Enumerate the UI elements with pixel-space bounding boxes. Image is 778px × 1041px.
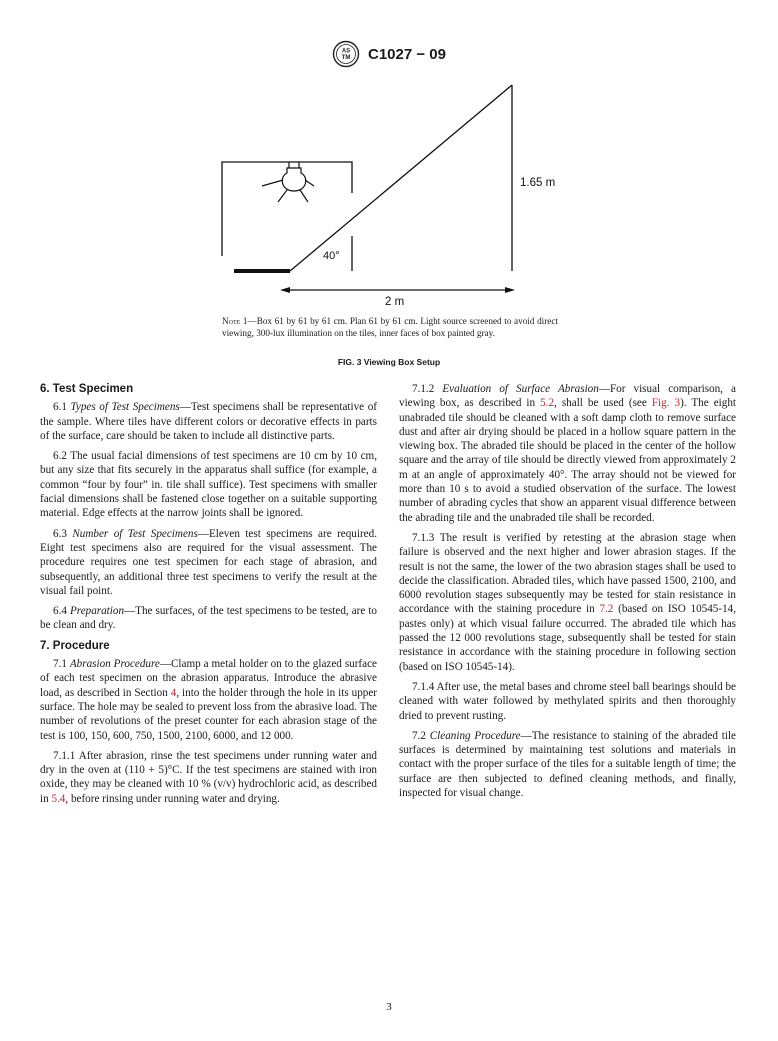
right-column (399, 382, 736, 806)
note-text: —Box 61 by 61 by 61 cm. Plan 61 by 61 cm. Light source screened to avoid direct viewing, 300-lux illumination on the tiles, inner faces of box painted gray. (222, 316, 558, 338)
section-6-heading: 6. Test Specimen (40, 383, 134, 395)
section-4-link[interactable]: 4 (170, 686, 177, 699)
note-label: Note 1 (222, 316, 248, 326)
angle-label: 40° (323, 250, 340, 262)
paragraph-7-1-1: 7.1.1 After abrasion, rinse the test specimens under running water and dry in the oven at (110 + 5)°C. If the test specimens are stained with iron oxide, they may be cleaned with 10 % (v/v) hydrochloric acid, as described in 5.4, before rinsing under running water and drying. (40, 749, 377, 805)
section-7-heading: 7. Procedure (40, 639, 110, 652)
paragraph-6-1: 6.1 Types of Test Specimens—Test specimens shall be representative of the sample. Where tiles have different colors or decorative effects in parts of the surface, care should be taken to include all distinctive parts. (40, 401, 377, 442)
paragraph-7-1-2: 7.1.2 Evaluation of Surface Abrasion—For visual comparison, a viewing box, as described in 5.2, shall be used (see Fig. 3). The eight unabraded tile should be cleaned with a soft damp cloth to remove surface dust and after air drying should be placed in a hollow square pattern in the viewing box. The abraded tile should be placed in the center of the hollow square and the array of tile should be directly viewed from approximately 2 m at an angle of approximately 40°. The array should not be viewed for more than 10 s to avoid a studied observation of the surface. The lowest number of abrading cycles that show an apparent visual difference between the abrading tile and the unabraded tile shall be recorded. (399, 383, 736, 524)
paragraph-7-1-4: 7.1.4 After use, the metal bases and chrome steel ball bearings should be cleaned with water followed by methylated spirits and then thoroughly dried to prevent rusting. (399, 680, 736, 722)
svg-text:AS: AS (341, 48, 351, 55)
paragraph-7-1-3: 7.1.3 The result is verified by retesting at the abrasion stage when failure is observed and the next higher and lower abrasion stages. If the result is not the same, the lower of the two abrasion stages shall be used to decide the classification. Abraded tiles, which have passed 1500, 2100, and 6000 revolution stages subsequently may be tested for stain resistance in accordance with the staining procedure in 7.2 (based on ISO 10545-14, pastes only) at which visual failure occurred. The abraded tile which has passed the 12 000 revolutions stage, subsequently shall be tested for stain resistance in accordance with the staining procedure in following section (based on ISO 10545-14). (399, 531, 736, 673)
paragraph-6-3: 6.3 Number of Test Specimens—Eleven test specimens are required. Eight test specimens also are required for the visual assessment. The procedure requires one test specimen for each stage of abrasion, and subsequently, an additional three test specimens to verify the result at the visual fail point. (40, 527, 377, 597)
section-5-4-link[interactable]: 5.4 (51, 792, 66, 805)
svg-text:TM: TM (341, 55, 351, 61)
light-bulb-icon (262, 162, 314, 202)
page-number: 3 (386, 1001, 392, 1013)
distance-arrow (280, 287, 515, 293)
paragraph-7-2: 7.2 Cleaning Procedure—The resistance to staining of the abraded tile surfaces is determined by maintaining test solutions and materials in contact with the proper surface of the tiles for a suitable length of time; the surface are then subjected to defined cleaning methods, and finally, inspected for visual change. (399, 729, 736, 800)
fig-3-link[interactable]: Fig. 3 (651, 397, 681, 410)
section-5-2-link[interactable]: 5.2 (540, 397, 555, 410)
height-label: 1.65 m (520, 177, 556, 189)
viewing-box-outline (222, 162, 352, 256)
section-7-2-link[interactable]: 7.2 (599, 603, 614, 616)
left-column (40, 382, 377, 812)
distance-label: 2 m (385, 296, 405, 308)
sight-line (290, 85, 512, 271)
figure-caption: FIG. 3 Viewing Box Setup (337, 357, 441, 367)
paragraph-6-2: 6.2 The usual facial dimensions of test specimens are 10 cm by 10 cm, but any size that fits securely in the apparatus shall suffice (for example, a common “four by four” in. tile shall suffice). Test specimens with smaller facial dimensions shall be fastened close together on a suitable supporting material. Edge effects at the narrow joints shall be ignored. (40, 450, 377, 520)
viewing-box-diagram (210, 78, 570, 318)
astm-logo (332, 40, 360, 68)
page-header (0, 40, 778, 68)
tile-array (234, 269, 290, 273)
figure-note (222, 316, 558, 339)
standard-number: C1027 − 09 (368, 45, 446, 63)
paragraph-6-4: 6.4 Preparation—The surfaces, of the test specimens to be tested, are to be clean and dry. (40, 605, 377, 632)
paragraph-7-1: 7.1 Abrasion Procedure—Clamp a metal holder on to the glazed surface of each test specimen on the abrasion apparatus. Introduce the abrasive load, as described in Section 4, into the holder through the hole in its upper surface. The hole may be sealed to prevent loss from the abrasive load. The number of revolutions of the preset counter for each abrasion stage of the test is 100, 150, 600, 750, 1500, 2100, 6000, and 12 000. (40, 658, 377, 742)
